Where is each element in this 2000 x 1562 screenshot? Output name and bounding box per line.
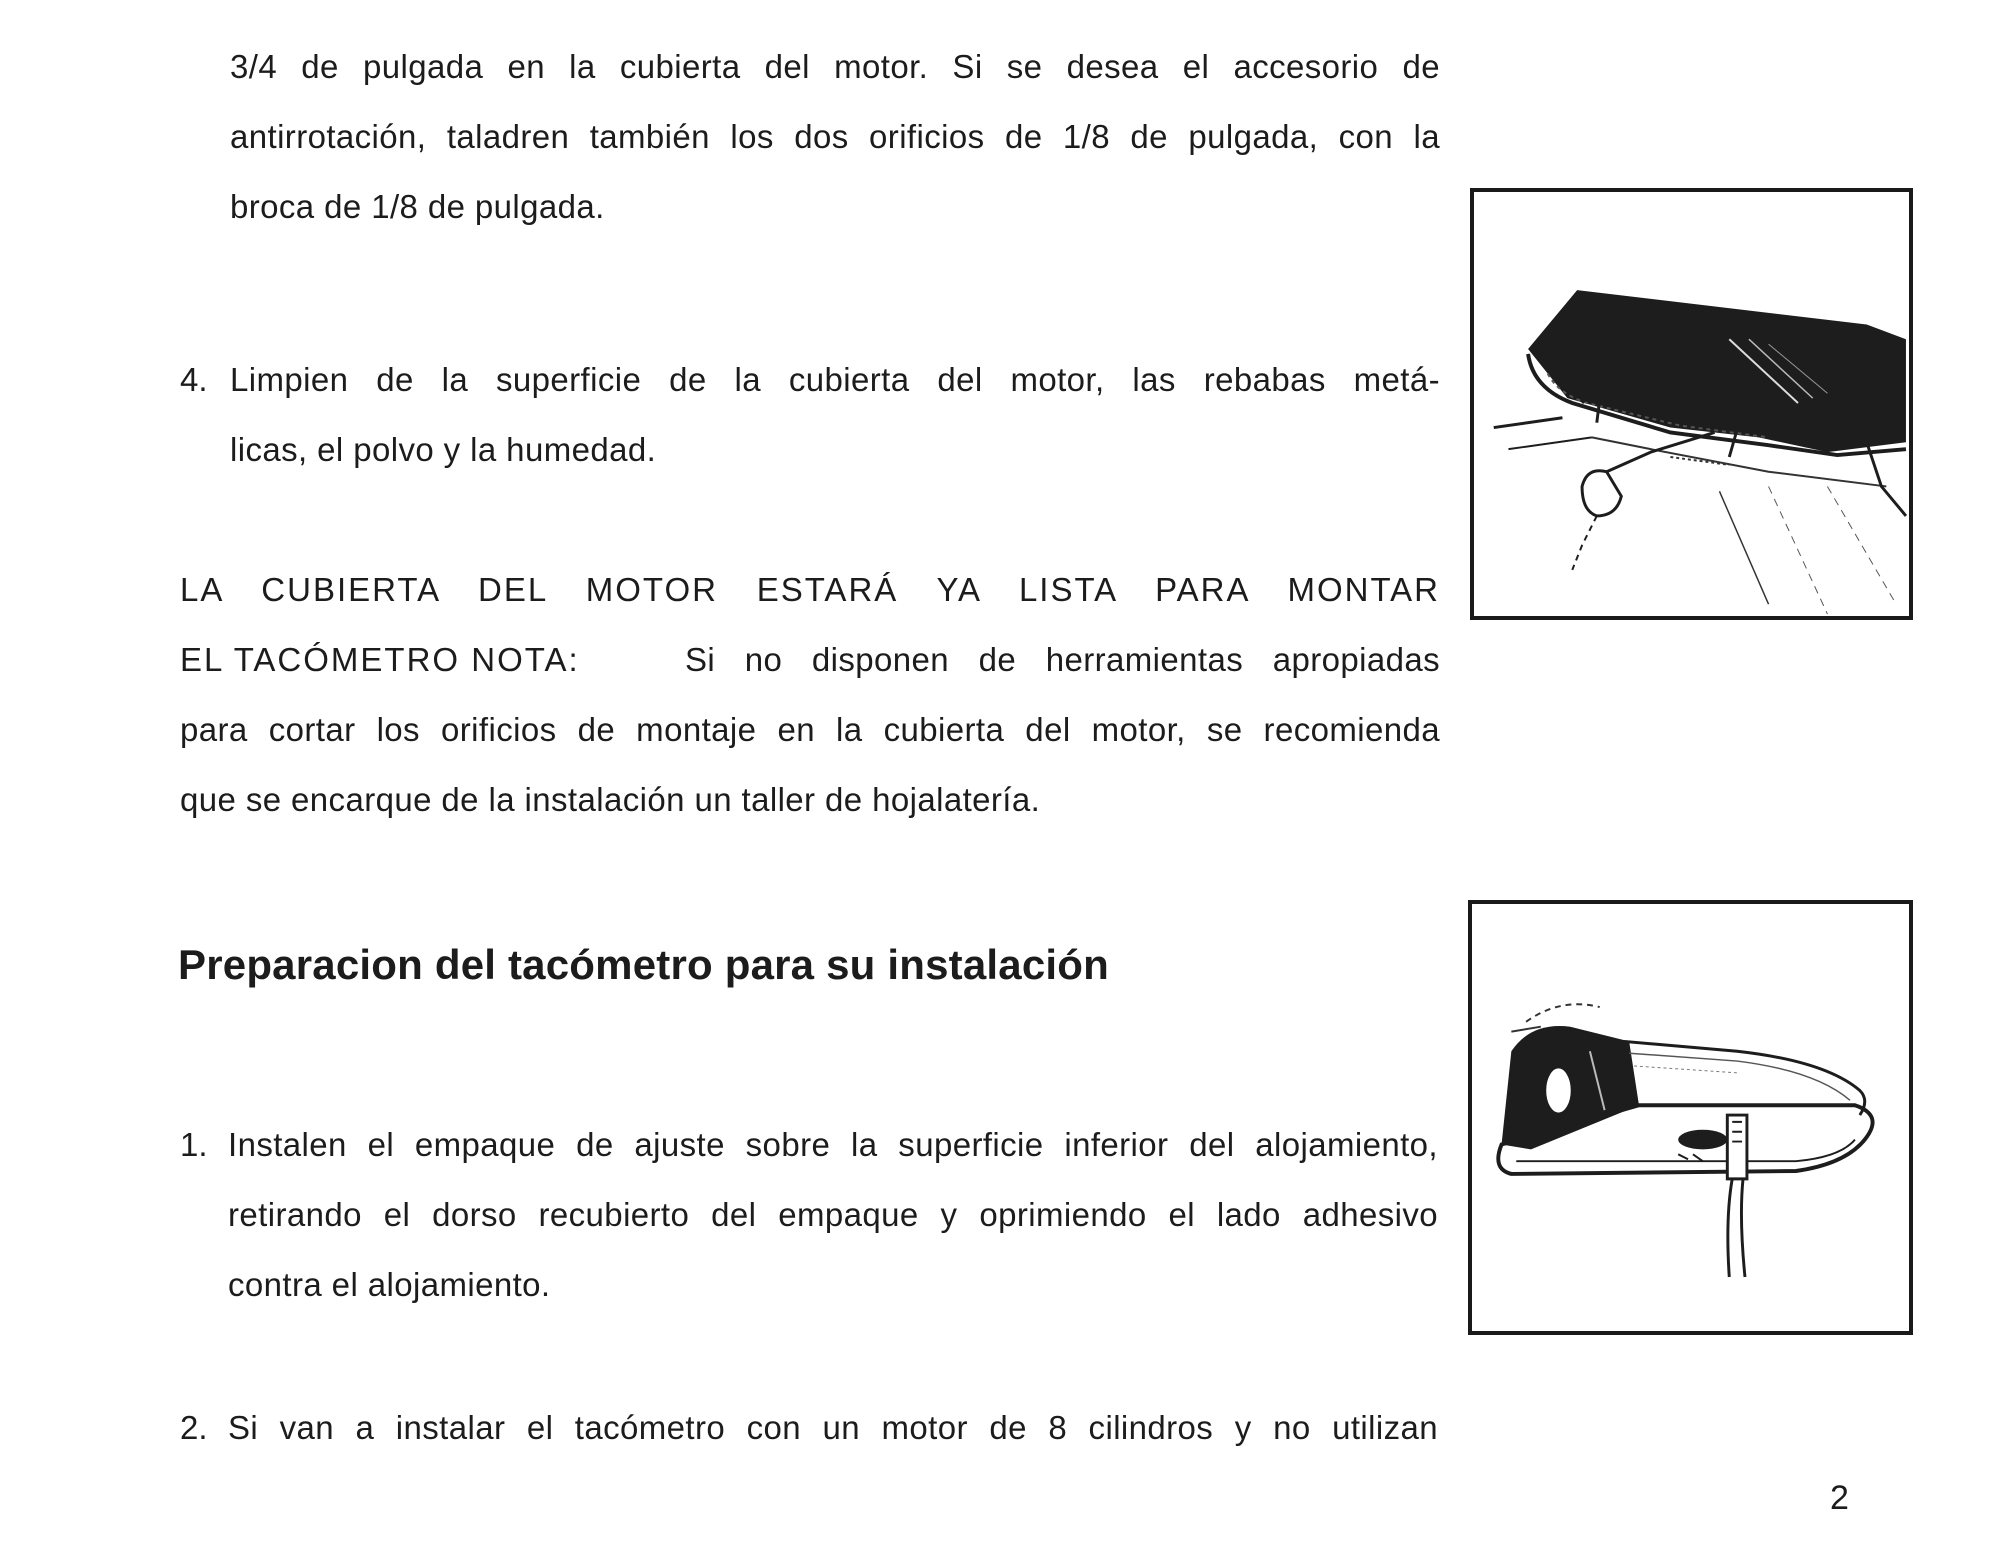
step-number: 2. <box>180 1409 208 1446</box>
tachometer-housing-illustration-icon <box>1472 904 1909 1331</box>
note-text-line: para cortar los orificios de montaje en la cubierta del motor, se recomienda <box>180 711 1440 748</box>
note-caps-line: LA CUBIERTA DEL MOTOR ESTARÁ YA LISTA PARA MONTAR <box>180 571 1440 608</box>
section-heading: Preparacion del tacómetro para su instalación <box>178 941 1109 988</box>
note-caps-line: EL TACÓMETRO NOTA: <box>180 641 580 678</box>
step-text-line: Limpien de la superficie de la cubierta del motor, las rebabas metá- <box>230 361 1440 398</box>
paragraph-line: 3/4 de pulgada en la cubierta del motor. Si se desea el accesorio de <box>230 48 1440 85</box>
step-text-line: Instalen el empaque de ajuste sobre la superficie inferior del alojamiento, <box>228 1126 1438 1163</box>
page-number: 2 <box>1830 1479 1849 1517</box>
paragraph-line: antirrotación, taladren también los dos orificios de 1/8 de pulgada, con la <box>230 118 1440 155</box>
step-text-line: Si van a instalar el tacómetro con un motor de 8 cilindros y no utilizan <box>228 1409 1438 1446</box>
hood-scoop-illustration-icon <box>1474 192 1909 616</box>
step-number: 1. <box>180 1126 208 1163</box>
step-text-line: contra el alojamiento. <box>228 1266 551 1303</box>
paragraph-line: broca de 1/8 de pulgada. <box>230 188 605 225</box>
figure-tachometer-housing <box>1468 900 1913 1335</box>
note-text-line: Si no disponen de herramientas apropiadas <box>685 641 1440 678</box>
step-number: 4. <box>180 361 208 398</box>
figure-hood-scoop <box>1470 188 1913 620</box>
step-text-line: retirando el dorso recubierto del empaque y oprimiendo el lado adhesivo <box>228 1196 1438 1233</box>
step-text-line: licas, el polvo y la humedad. <box>230 431 657 468</box>
note-text-line: que se encarque de la instalación un taller de hojalatería. <box>180 781 1041 818</box>
